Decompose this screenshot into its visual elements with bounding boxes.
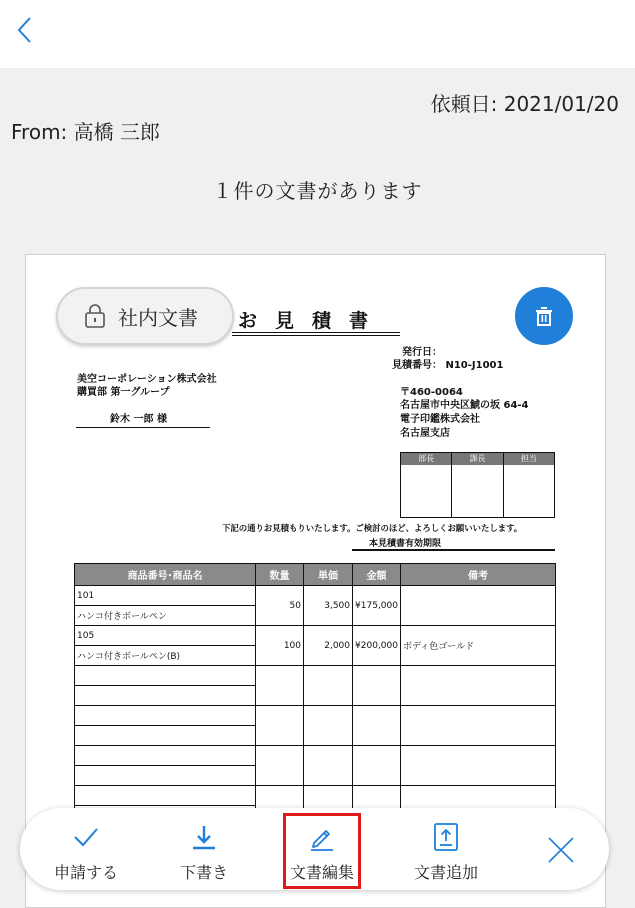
item-note xyxy=(401,586,556,626)
approval-stamp-box xyxy=(400,452,555,518)
issuer-branch: 名古屋支店 xyxy=(400,428,450,439)
column-header: 数量 xyxy=(256,564,304,586)
column-header: 商品番号･商品名 xyxy=(75,564,256,586)
item-unit-price: 2,000 xyxy=(304,626,353,666)
item-name: ハンコ付きボールペン xyxy=(75,606,256,626)
column-header: 備考 xyxy=(401,564,556,586)
item-note: ボディ色ゴールド xyxy=(401,626,556,666)
table-row xyxy=(75,666,556,686)
issuer-postal: 〒460-0064 xyxy=(400,387,463,398)
apply-button[interactable] xyxy=(46,808,126,890)
close-icon xyxy=(546,835,576,865)
check-icon xyxy=(72,825,100,849)
add-document-label: 文書追加 xyxy=(413,863,478,882)
delete-document-button[interactable] xyxy=(515,287,573,345)
chevron-left-icon xyxy=(10,10,50,50)
item-amount: ¥175,000 xyxy=(353,586,401,626)
draft-label: 下書き xyxy=(179,863,228,882)
stamp-cell xyxy=(401,465,452,517)
client-department: 購買部 第一グループ xyxy=(77,387,170,398)
stamp-header: 課長 xyxy=(452,453,503,465)
add-document-button[interactable] xyxy=(406,808,486,890)
top-bar xyxy=(0,0,635,68)
quote-title: お見積書 xyxy=(238,310,387,332)
stamp-header: 部長 xyxy=(401,453,452,465)
download-icon xyxy=(190,823,218,851)
pencil-icon xyxy=(308,823,336,851)
quote-message: 下記の通りお見積もりいたします。ご検討のほど、よろしくお願いいたします。 xyxy=(222,523,523,533)
items-table xyxy=(74,563,556,826)
draft-button[interactable] xyxy=(164,808,244,890)
back-button[interactable] xyxy=(10,10,50,50)
item-qty: 50 xyxy=(256,586,304,626)
table-row xyxy=(75,626,556,646)
lock-icon xyxy=(84,304,106,328)
item-unit-price: 3,500 xyxy=(304,586,353,626)
apply-label: 申請する xyxy=(53,863,118,882)
edit-document-button[interactable] xyxy=(282,808,362,890)
item-name: ハンコ付きボールペン(B) xyxy=(75,646,256,666)
item-code: 105 xyxy=(75,626,256,646)
close-button[interactable] xyxy=(541,830,581,870)
validity-label: 本見積書有効期限 xyxy=(369,539,442,549)
table-row xyxy=(75,786,556,806)
issuer-address: 名古屋市中央区鯱の坂 64-4 xyxy=(400,400,529,411)
column-header: 単価 xyxy=(304,564,353,586)
internal-document-badge[interactable] xyxy=(56,287,234,345)
client-underline xyxy=(76,427,210,428)
table-header-row xyxy=(75,564,556,586)
trash-icon xyxy=(532,304,556,328)
sender: From: 高橋 三郎 xyxy=(11,120,161,144)
validity-underline xyxy=(352,549,555,551)
title-underline xyxy=(232,335,400,336)
issuer-company: 電子印鑑株式会社 xyxy=(400,414,480,425)
estimate-number: 見積番号： N10-J1001 xyxy=(392,360,504,371)
item-amount: ¥200,000 xyxy=(353,626,401,666)
stamp-cell xyxy=(452,465,503,517)
table-row xyxy=(75,586,556,606)
item-code: 101 xyxy=(75,586,256,606)
request-date: 依頼日: 2021/01/20 xyxy=(430,92,619,116)
document-count: １件の文書があります xyxy=(212,179,423,203)
client-company: 美空コーポレーション株式会社 xyxy=(77,374,217,385)
item-qty: 100 xyxy=(256,626,304,666)
issue-date-label: 発行日： xyxy=(402,347,442,358)
stamp-header: 担当 xyxy=(520,454,537,463)
upload-document-icon xyxy=(433,822,459,852)
badge-label: 社内文書 xyxy=(118,305,198,330)
table-row xyxy=(75,706,556,726)
title-underline xyxy=(232,332,400,333)
client-person: 鈴木 一郎 様 xyxy=(110,414,167,425)
column-header: 金額 xyxy=(353,564,401,586)
stamp-cell xyxy=(504,465,554,517)
edit-document-label: 文書編集 xyxy=(289,863,354,882)
table-row xyxy=(75,746,556,766)
